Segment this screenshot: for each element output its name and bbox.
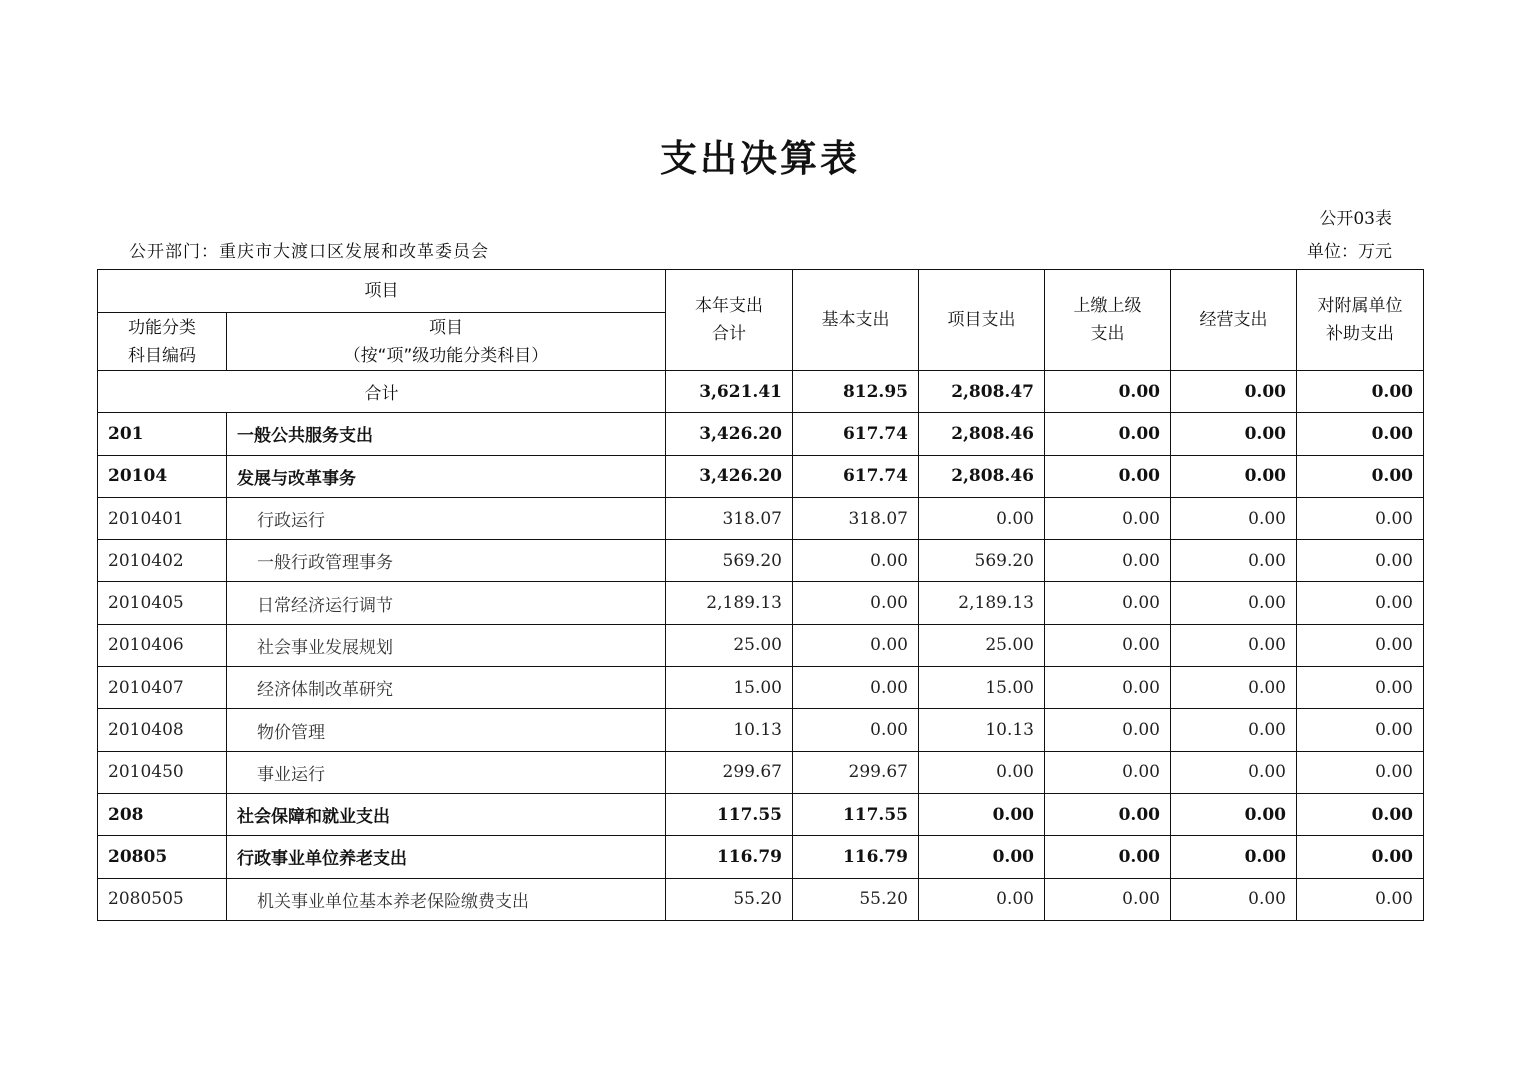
amount-cell: 617.74 <box>793 413 919 455</box>
header-name: 项目 （按“项”级功能分类科目） <box>227 313 666 371</box>
amount-cell: 0.00 <box>1297 709 1424 751</box>
subject-code: 2010401 <box>98 497 227 539</box>
amount-cell: 318.07 <box>793 497 919 539</box>
amount-cell: 15.00 <box>919 667 1045 709</box>
amount-cell: 0.00 <box>919 497 1045 539</box>
subject-name: 行政事业单位养老支出 <box>227 836 666 878</box>
amount-cell: 0.00 <box>1045 793 1171 835</box>
header-upper: 上缴上级 支出 <box>1045 270 1171 371</box>
amount-cell: 2,189.13 <box>666 582 793 624</box>
header-total: 本年支出 合计 <box>666 270 793 371</box>
table-row <box>98 667 1424 709</box>
table-row <box>98 413 1424 455</box>
amount-cell: 0.00 <box>1045 836 1171 878</box>
amount-cell: 0.00 <box>1297 751 1424 793</box>
unit-label: 单位：万元 <box>1307 242 1392 262</box>
subject-code: 2010406 <box>98 624 227 666</box>
amount-cell: 617.74 <box>793 455 919 497</box>
header-item-group: 项目 <box>98 270 666 313</box>
amount-cell: 0.00 <box>1045 667 1171 709</box>
amount-cell: 0.00 <box>1045 413 1171 455</box>
subject-name: 日常经济运行调节 <box>227 582 666 624</box>
table-row <box>98 497 1424 539</box>
subject-name: 机关事业单位基本养老保险缴费支出 <box>227 878 666 920</box>
total-value: 0.00 <box>1045 371 1171 413</box>
table-row <box>98 582 1424 624</box>
amount-cell: 0.00 <box>1297 582 1424 624</box>
amount-cell: 0.00 <box>1045 540 1171 582</box>
subject-code: 20104 <box>98 455 227 497</box>
amount-cell: 0.00 <box>1171 540 1297 582</box>
subject-code: 2080505 <box>98 878 227 920</box>
subject-code: 2010408 <box>98 709 227 751</box>
header-project: 项目支出 <box>919 270 1045 371</box>
subject-code: 2010405 <box>98 582 227 624</box>
subject-name: 一般行政管理事务 <box>227 540 666 582</box>
total-value: 2,808.47 <box>919 371 1045 413</box>
amount-cell: 116.79 <box>666 836 793 878</box>
amount-cell: 0.00 <box>1171 624 1297 666</box>
amount-cell: 0.00 <box>793 582 919 624</box>
amount-cell: 0.00 <box>1045 709 1171 751</box>
amount-cell: 0.00 <box>1171 836 1297 878</box>
table-row <box>98 540 1424 582</box>
total-value: 3,621.41 <box>666 371 793 413</box>
amount-cell: 0.00 <box>793 540 919 582</box>
amount-cell: 0.00 <box>1297 624 1424 666</box>
amount-cell: 0.00 <box>1045 582 1171 624</box>
subject-name: 行政运行 <box>227 497 666 539</box>
table-row <box>98 624 1424 666</box>
amount-cell: 0.00 <box>793 624 919 666</box>
amount-cell: 299.67 <box>666 751 793 793</box>
subject-name: 事业运行 <box>227 751 666 793</box>
amount-cell: 569.20 <box>919 540 1045 582</box>
amount-cell: 0.00 <box>793 709 919 751</box>
amount-cell: 0.00 <box>1045 878 1171 920</box>
amount-cell: 55.20 <box>666 878 793 920</box>
amount-cell: 0.00 <box>793 667 919 709</box>
total-value: 812.95 <box>793 371 919 413</box>
amount-cell: 0.00 <box>1045 751 1171 793</box>
amount-cell: 2,808.46 <box>919 455 1045 497</box>
total-value: 0.00 <box>1171 371 1297 413</box>
amount-cell: 117.55 <box>793 793 919 835</box>
header-code: 功能分类 科目编码 <box>98 313 227 371</box>
subject-name: 物价管理 <box>227 709 666 751</box>
amount-cell: 0.00 <box>1171 582 1297 624</box>
subject-code: 201 <box>98 413 227 455</box>
amount-cell: 0.00 <box>1171 455 1297 497</box>
amount-cell: 10.13 <box>666 709 793 751</box>
amount-cell: 0.00 <box>1297 497 1424 539</box>
table-row <box>98 751 1424 793</box>
amount-cell: 318.07 <box>666 497 793 539</box>
table-number: 公开03表 <box>1319 209 1392 229</box>
subject-code: 2010407 <box>98 667 227 709</box>
amount-cell: 0.00 <box>1171 751 1297 793</box>
amount-cell: 15.00 <box>666 667 793 709</box>
page-title: 支出决算表 <box>660 137 860 180</box>
expenditure-table <box>97 269 1424 921</box>
table-row <box>98 793 1424 835</box>
amount-cell: 0.00 <box>1297 793 1424 835</box>
amount-cell: 0.00 <box>1171 413 1297 455</box>
header-subsidy: 对附属单位 补助支出 <box>1297 270 1424 371</box>
amount-cell: 25.00 <box>666 624 793 666</box>
amount-cell: 0.00 <box>1297 455 1424 497</box>
amount-cell: 0.00 <box>1297 667 1424 709</box>
amount-cell: 0.00 <box>1171 667 1297 709</box>
subject-code: 2010402 <box>98 540 227 582</box>
amount-cell: 569.20 <box>666 540 793 582</box>
amount-cell: 25.00 <box>919 624 1045 666</box>
amount-cell: 0.00 <box>1171 878 1297 920</box>
amount-cell: 10.13 <box>919 709 1045 751</box>
amount-cell: 0.00 <box>1297 540 1424 582</box>
subject-code: 20805 <box>98 836 227 878</box>
total-row <box>98 371 1424 413</box>
amount-cell: 0.00 <box>1171 793 1297 835</box>
amount-cell: 0.00 <box>1171 497 1297 539</box>
header-business: 经营支出 <box>1171 270 1297 371</box>
amount-cell: 116.79 <box>793 836 919 878</box>
table-row <box>98 836 1424 878</box>
subject-name: 一般公共服务支出 <box>227 413 666 455</box>
amount-cell: 0.00 <box>1045 497 1171 539</box>
subject-name: 发展与改革事务 <box>227 455 666 497</box>
total-label: 合计 <box>98 371 666 413</box>
subject-code: 208 <box>98 793 227 835</box>
header-basic: 基本支出 <box>793 270 919 371</box>
amount-cell: 0.00 <box>1297 836 1424 878</box>
department-label: 公开部门：重庆市大渡口区发展和改革委员会 <box>129 242 489 262</box>
table-row <box>98 455 1424 497</box>
subject-name: 经济体制改革研究 <box>227 667 666 709</box>
amount-cell: 3,426.20 <box>666 413 793 455</box>
subject-name: 社会事业发展规划 <box>227 624 666 666</box>
amount-cell: 0.00 <box>1297 413 1424 455</box>
amount-cell: 0.00 <box>1045 455 1171 497</box>
table-row <box>98 878 1424 920</box>
amount-cell: 0.00 <box>919 793 1045 835</box>
amount-cell: 0.00 <box>919 878 1045 920</box>
amount-cell: 299.67 <box>793 751 919 793</box>
amount-cell: 0.00 <box>1297 878 1424 920</box>
amount-cell: 0.00 <box>919 751 1045 793</box>
amount-cell: 2,189.13 <box>919 582 1045 624</box>
amount-cell: 0.00 <box>919 836 1045 878</box>
amount-cell: 0.00 <box>1171 709 1297 751</box>
subject-code: 2010450 <box>98 751 227 793</box>
amount-cell: 0.00 <box>1045 624 1171 666</box>
amount-cell: 117.55 <box>666 793 793 835</box>
table-row <box>98 709 1424 751</box>
total-value: 0.00 <box>1297 371 1424 413</box>
amount-cell: 2,808.46 <box>919 413 1045 455</box>
amount-cell: 3,426.20 <box>666 455 793 497</box>
subject-name: 社会保障和就业支出 <box>227 793 666 835</box>
amount-cell: 55.20 <box>793 878 919 920</box>
